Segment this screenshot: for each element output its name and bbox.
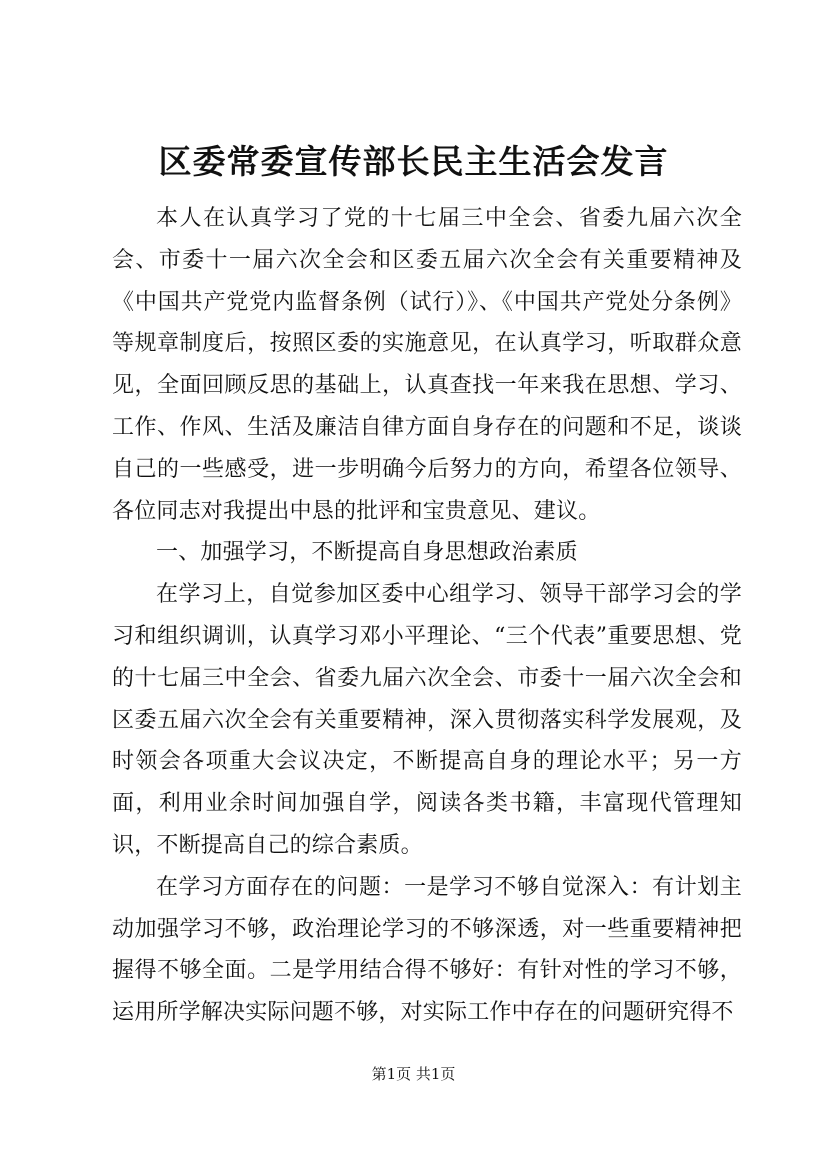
page-number-footer: 第1页 共1页 (371, 1065, 456, 1083)
section-heading-study: 一、加强学习，不断提高自身思想政治素质 (156, 540, 578, 566)
document-body (112, 198, 742, 1034)
paragraph-study-activities: 在学习上，自觉参加区委中心组学习、领导干部学习会的学习和组织调训，认真学习邓小平理论、“三个代表”重要思想、党的十七届三中全会、省委九届六次全会、市委十一届六次全会和区委五届六次全会有关重要精神，深入贯彻落实科学发展观，及时领会各项重大会议决定，不断提高自身的理论水平；另一方面，利用业余时间加强自学，阅读各类书籍，丰富现代管理知识，不断提高自己的综合素质。 (112, 582, 742, 858)
paragraph-study-problems: 在学习方面存在的问题：一是学习不够自觉深入：有计划主动加强学习不够，政治理论学习的不够深透，对一些重要精神把握得不够全面。二是学用结合得不够好：有针对性的学习不够，运用所学解决实际问题不够，对实际工作中存在的问题研究得不 (112, 874, 742, 1026)
document-title: 区委常委宣传部长民主生活会发言 (158, 142, 669, 181)
paragraph-intro: 本人在认真学习了党的十七届三中全会、省委九届六次全会、市委十一届六次全会和区委五届六次全会有关重要精神及《中国共产党党内监督条例（试行）》、《中国共产党处分条例》等规章制度后，按照区委的实施意见，在认真学习，听取群众意见，全面回顾反思的基础上，认真查找一年来我在思想、学习、工作、作风、生活及廉洁自律方面自身存在的问题和不足，谈谈自己的一些感受，进一步明确今后努力的方向，希望各位领导、各位同志对我提出中恳的批评和宝贵意见、建议。 (112, 206, 742, 524)
